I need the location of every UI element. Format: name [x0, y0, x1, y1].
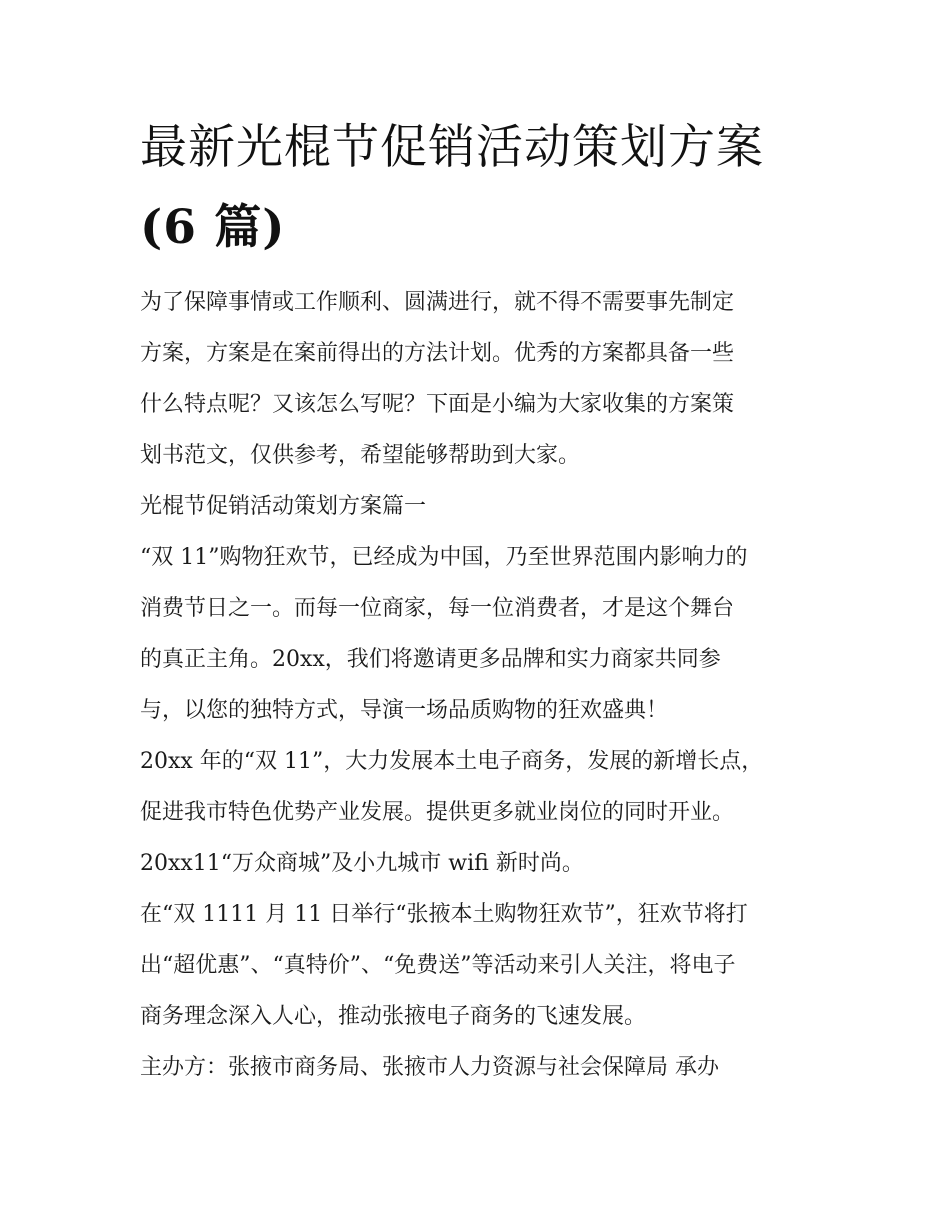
- text-line: 的真正主角。20xx，我们将邀请更多品牌和实力商家共同参: [140, 647, 721, 672]
- text-line: 促进我市特色优势产业发展。提供更多就业岗位的同时开业。: [140, 800, 735, 825]
- title-line-2: (6 篇): [140, 200, 286, 255]
- document-title: [140, 108, 840, 268]
- text-line: 商务理念深入人心，推动张掖电子商务的飞速发展。: [140, 1004, 647, 1029]
- text-line: “双 11”购物狂欢节，已经成为中国，乃至世界范围内影响力的: [140, 545, 748, 570]
- title-line-1: 最新光棍节促销活动策划方案: [140, 120, 764, 175]
- text-line: 20xx 年的“双 11”，大力发展本土电子商务，发展的新增长点，: [140, 749, 764, 774]
- text-line: 为了保障事情或工作顺利、圆满进行，就不得不需要事先制定: [140, 290, 735, 315]
- text-line: 划书范文，仅供参考，希望能够帮助到大家。: [140, 443, 581, 468]
- text-line: 方案，方案是在案前得出的方法计划。优秀的方案都具备一些: [140, 341, 735, 366]
- section-heading-one: [140, 481, 820, 532]
- double-eleven-paragraph: [140, 532, 820, 736]
- wifi-paragraph: [140, 838, 820, 889]
- organizer-paragraph: [140, 1042, 820, 1093]
- text-line: 什么特点呢？又该怎么写呢？下面是小编为大家收集的方案策: [140, 392, 735, 417]
- intro-paragraph: [140, 277, 820, 481]
- text-line: 消费节日之一。而每一位商家，每一位消费者，才是这个舞台: [140, 596, 735, 621]
- text-line: 主办方：张掖市商务局、张掖市人力资源与社会保障局 承办: [140, 1055, 719, 1080]
- document-body: [140, 277, 820, 1093]
- text-line: 在“双 1111 月 11 日举行“张掖本土购物狂欢节”，狂欢节将打: [140, 902, 748, 927]
- development-paragraph: [140, 736, 820, 838]
- text-line: 与，以您的独特方式，导演一场品质购物的狂欢盛典！: [140, 698, 669, 723]
- text-line: 20xx11“万众商城”及小九城市 wifi 新时尚。: [140, 851, 584, 876]
- text-line: 出“超优惠”、“真特价”、“免费送”等活动来引人关注，将电子: [140, 953, 736, 978]
- event-paragraph: [140, 889, 820, 1042]
- text-line: 光棍节促销活动策划方案篇一: [140, 494, 427, 519]
